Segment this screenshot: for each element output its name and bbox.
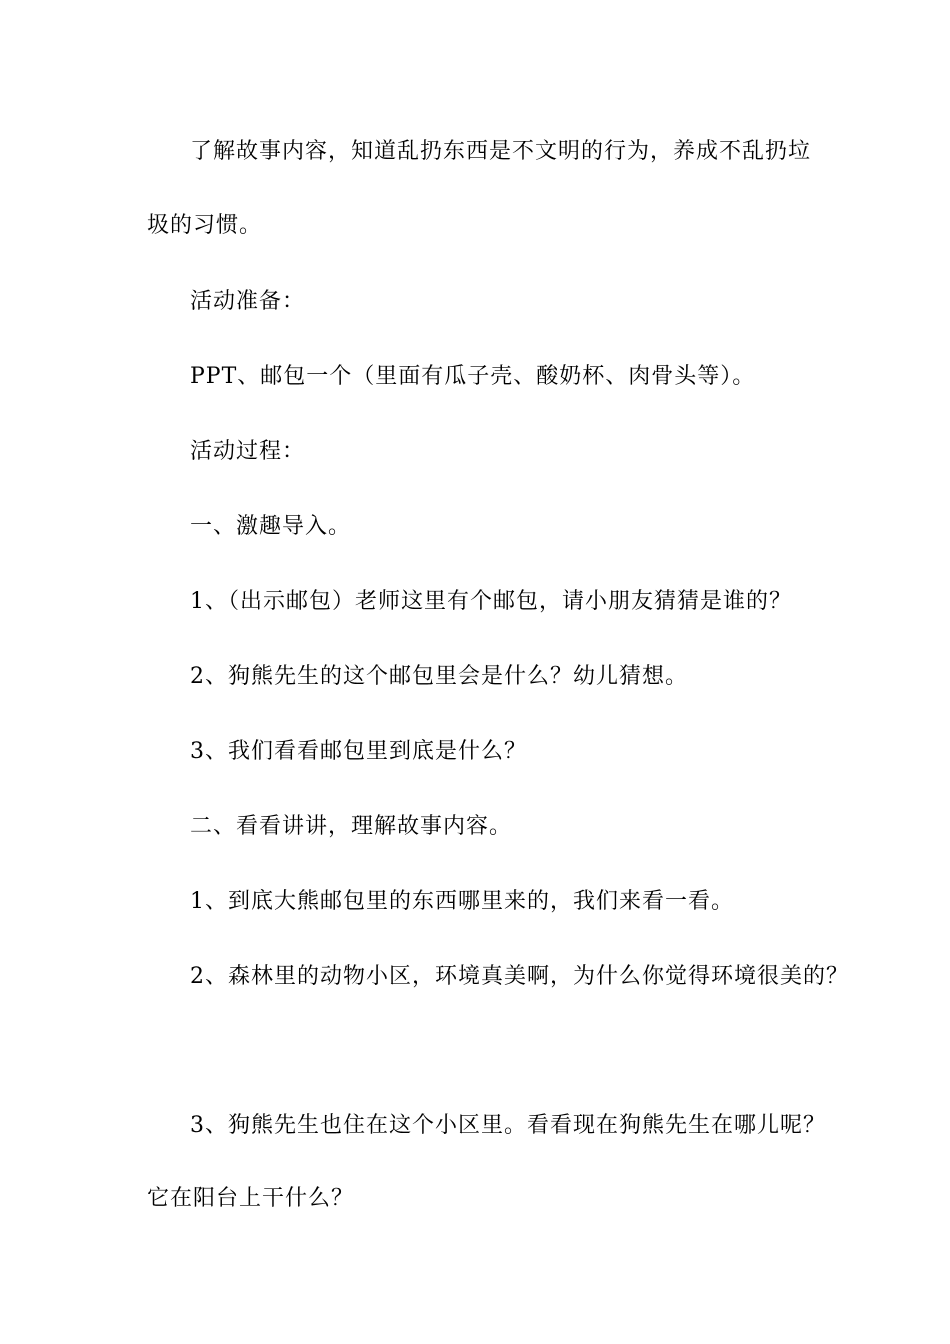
section-heading-2: 二、看看讲讲，理解故事内容。: [190, 814, 513, 839]
list-item-1-1: 1、（出示邮包）老师这里有个邮包，请小朋友猜猜是谁的？: [190, 589, 792, 614]
paragraph-objective-line1: 了解故事内容，知道乱扔东西是不文明的行为，养成不乱扔垃: [190, 139, 812, 164]
list-item-1-3: 3、我们看看邮包里到底是什么？: [190, 739, 527, 764]
list-item-1-2: 2、狗熊先生的这个邮包里会是什么？幼儿猜想。: [190, 664, 688, 689]
paragraph-objective-line2: 圾的习惯。: [147, 213, 263, 238]
list-item-2-3-line1: 3、狗熊先生也住在这个小区里。看看现在狗熊先生在哪儿呢？: [190, 1113, 826, 1138]
list-item-2-2: 2、森林里的动物小区，环境真美啊，为什么你觉得环境很美的？: [190, 964, 849, 989]
list-item-2-1: 1、到底大熊邮包里的东西哪里来的，我们来看一看。: [190, 889, 734, 914]
list-item-2-3-line2: 它在阳台上干什么？: [147, 1186, 355, 1211]
paragraph-materials: PPT、邮包一个（里面有瓜子壳、酸奶杯、肉骨头等）。: [190, 364, 756, 389]
heading-activity-preparation: 活动准备：: [190, 289, 306, 314]
heading-activity-process: 活动过程：: [190, 439, 306, 464]
section-heading-1: 一、激趣导入。: [190, 514, 352, 539]
